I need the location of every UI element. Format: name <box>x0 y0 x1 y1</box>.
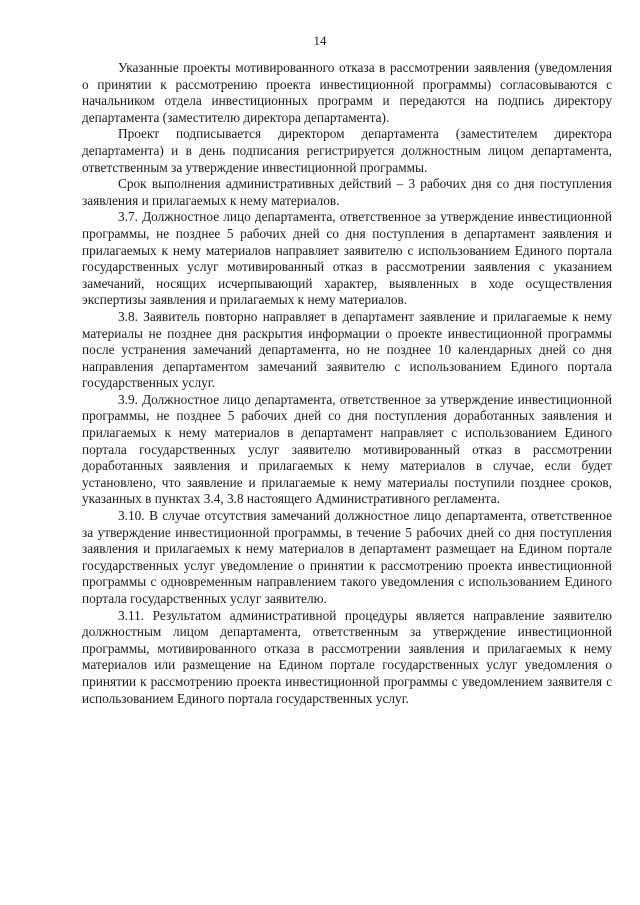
paragraph-signing-and-registration: Проект подписывается директором департамента (заместителем директора департамента) и в день подписания регистрируется должностным лицом департамента, ответственным за утверждение инвестиционной программы. <box>82 126 612 175</box>
paragraph-3-7: 3.7. Должностное лицо департамента, ответственное за утверждение инвестиционной программы, не позднее 5 рабочих дней со дня поступления в департамент заявления и прилагаемых к нему материалов направляет заявителю с использованием Единого портала государственных услуг мотивированный отказ в рассмотрении заявления с указанием замечаний, носящих исчерпывающий характер, выявленных в ходе осуществления экспертизы заявления и прилагаемых к нему материалов. <box>82 209 612 308</box>
document-body <box>82 60 612 707</box>
paragraph-approval-of-drafts: Указанные проекты мотивированного отказа в рассмотрении заявления (уведомления о принятии к рассмотрению проекта инвестиционной программы) согласовываются с начальником отдела инвестиционных программ и передаются на подпись директору департамента (заместителю директора департамента). <box>82 60 612 125</box>
page-number: 14 <box>313 33 327 48</box>
paragraph-3-9: 3.9. Должностное лицо департамента, ответственное за утверждение инвестиционной программы, не позднее 5 рабочих дней со дня поступления доработанных заявления и прилагаемых к нему материалов в департамент направляет с использованием Единого портала государственных услуг заявителю мотивированный отказ в рассмотрении доработанных заявления и прилагаемых к нему материалов в случае, если будет установлено, что заявление и прилагаемые к нему материалы поступили позднее сроков, указанных в пунктах 3.4, 3.8 настоящего Административного регламента. <box>82 391 612 507</box>
paragraph-3-8: 3.8. Заявитель повторно направляет в департамент заявление и прилагаемые к нему материалы не позднее дня раскрытия информации о проекте инвестиционной программы после устранения замечаний департамента, но не позднее 10 календарных дней со дня направления департаментом замечаний заявителю с использованием Единого портала государственных услуг. <box>82 308 612 391</box>
paragraph-deadline: Срок выполнения административных действий – 3 рабочих дня со дня поступления заявления и прилагаемых к нему материалов. <box>82 176 612 208</box>
paragraph-3-11: 3.11. Результатом административной процедуры является направление заявителю должностным лицом департамента, ответственным за утверждение инвестиционной программы, мотивированного отказа в рассмотрении заявления и прилагаемых к нему материалов или размещение на Едином портале государственных услуг уведомления о принятии к рассмотрению проекта инвестиционной программы с уведомлением заявителя с использованием Единого портала государственных услуг. <box>82 607 612 706</box>
paragraph-3-10: 3.10. В случае отсутствия замечаний должностное лицо департамента, ответственное за утверждение инвестиционной программы, в течение 5 рабочих дней со дня поступления заявления и прилагаемых к нему материалов в департамент размещает на Едином портале государственных услуг уведомление о принятии к рассмотрению проекта инвестиционной программы с одновременным направлением такого уведомления с использованием Единого портала государственных услуг заявителю. <box>82 508 612 606</box>
